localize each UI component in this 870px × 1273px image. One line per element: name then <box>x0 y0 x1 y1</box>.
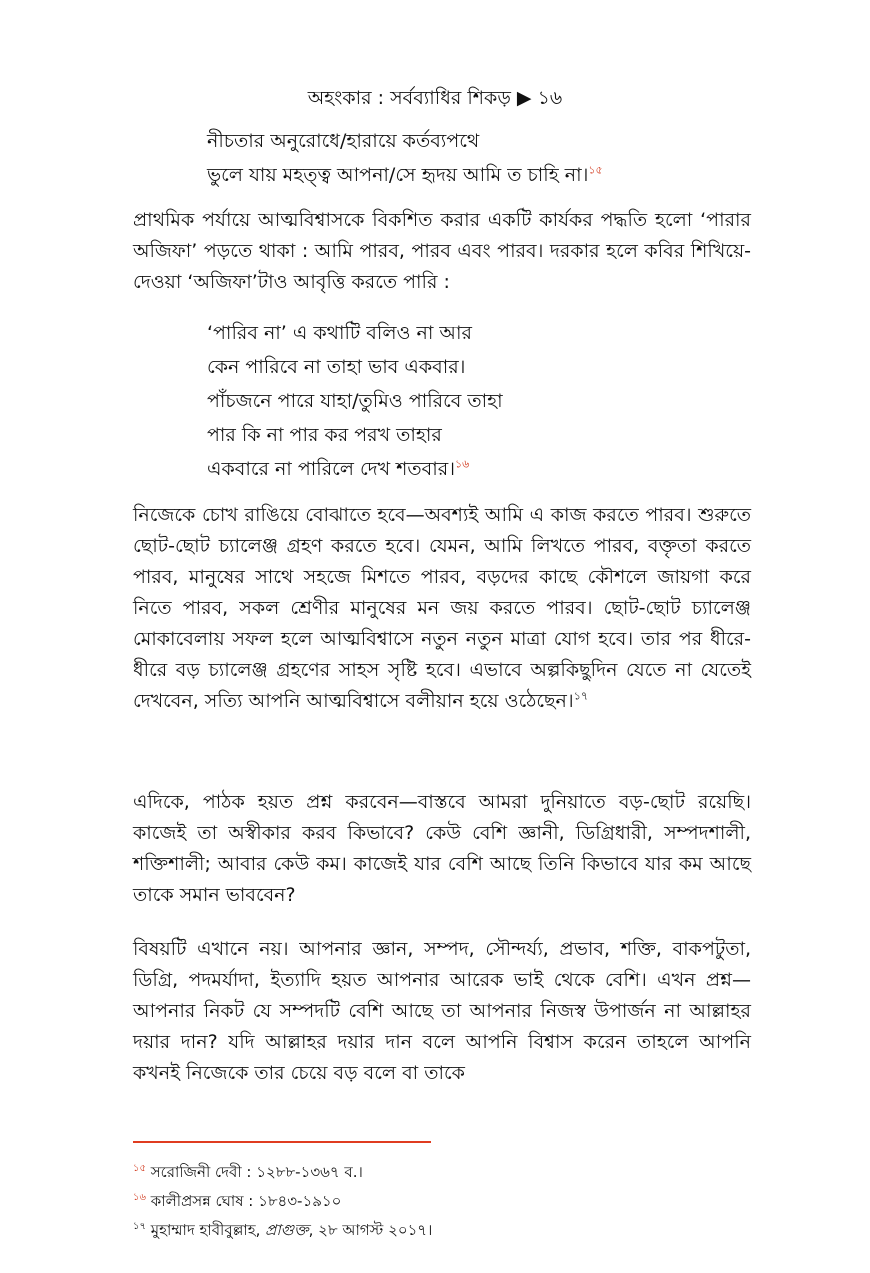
footnote-mark: ১৫ <box>133 1163 146 1174</box>
footnote-ref-15[interactable]: ১৫ <box>588 163 603 177</box>
footnote-mark: ১৭ <box>133 1221 146 1232</box>
footnotes <box>133 1158 432 1245</box>
paragraph-3: এদিকে, পাঠক হয়ত প্রশ্ন করবেন—বাস্তবে আমরা দুনিয়াতে বড়-ছোট রয়েছি। কাজেই তা অস্বীকার করব কিভাবে? কেউ বেশি জ্ঞানী, ডিগ্রিধারী, সম্পদশালী, শক্তিশালী; আবার কেউ কম। কাজেই যার বেশি আছে তিনি কিভাবে যার কম আছে তাকে সমান ভাববেন? <box>133 791 751 906</box>
paragraph-1: প্রাথমিক পর্যায়ে আত্মবিশ্বাসকে বিকশিত করার একটি কার্যকর পদ্ধতি হলো ‘পারার অজিফা’ পড়তে থাকা : আমি পারব, পারব এবং পারব। দরকার হলে কবির শিখিয়ে-দেওয়া ‘অজিফা’টাও আবৃত্তি করতে পারি : <box>133 209 751 293</box>
paragraph-2: নিজেকে চোখ রাঙিয়ে বোঝাতে হবে—অবশ্যই আমি এ কাজ করতে পারব। শুরুতে ছোট-ছোট চ্যালেঞ্জ গ্রহণ করতে হবে। যেমন, আমি লিখতে পারব, বক্তৃতা করতে পারব, মানুষের সাথে সহজে মিশতে পারব, বড়দের কাছে কৌশলে জায়গা করে নিতে পারব, সকল শ্রেণীর মানুষের মন জয় করতে পারব। ছোট-ছোট চ্যালেঞ্জ মোকাবেলায় সফল হলে আত্মবিশ্বাসে নতুন নতুন মাত্রা যোগ হবে। তার পর ধীরে-ধীরে বড় চ্যালেঞ্জ গ্রহণের সাহস সৃষ্টি হবে। এভাবে অল্পকিছুদিন যেতে না যেতেই দেখবেন, সত্যি আপনি আত্মবিশ্বাসে বলীয়ান হয়ে ওঠেছেন।$^{১৭}$ <box>133 504 751 712</box>
poem-line: কেন পারিবে না তাহা ভাব একবার। <box>207 356 466 378</box>
footnote-mark: ১৬ <box>133 1192 146 1203</box>
footnote-divider <box>133 1141 431 1143</box>
poem-line: ‘পারিব না’ এ কথাটি বলিও না আর <box>207 322 472 344</box>
poem-line: একবারে না পারিলে দেখ শতবার।$^{১৬}$ <box>207 457 470 480</box>
poem-line: নীচতার অনুরোধে/হারায়ে কর্তব্যপথে <box>207 130 480 152</box>
poem-excerpt-1 <box>207 124 603 192</box>
running-header-text: অহংকার : সর্বব্যাধির শিকড় ▶ ১৬ <box>307 87 563 109</box>
footnote-17: $^{১৭}$ মুহাম্মাদ হাবীবুল্লাহ, প্রাগুক্ত, ২৮ আগস্ট ২০১৭। <box>133 1221 433 1239</box>
footnote-emphasis: প্রাগুক্ত <box>265 1221 309 1239</box>
poem-line: ভুলে যায় মহত্ত্ব আপনা/সে হৃদয় আমি ত চাহি না।$^{১৫}$ <box>207 163 603 186</box>
poem-line: পার কি না পার কর পরখ তাহার <box>207 424 442 446</box>
paragraph-4: বিষয়টি এখানে নয়। আপনার জ্ঞান, সম্পদ, সৌন্দর্য্য, প্রভাব, শক্তি, বাকপটুতা, ডিগ্রি, পদমর্যাদা, ইত্যাদি হয়ত আপনার আরেক ভাই থেকে বেশি। এখন প্রশ্ন—আপনার নিকট যে সম্পদটি বেশি আছে তা আপনার নিজস্ব উপার্জন না আল্লাহর দয়ার দান? যদি আল্লাহর দয়ার দান বলে আপনি বিশ্বাস করেন তাহলে আপনি কখনই নিজেকে তার চেয়ে বড় বলে বা তাকে <box>133 938 751 1084</box>
footnote-ref-17[interactable]: ১৭ <box>573 689 588 703</box>
poem-excerpt-2 <box>207 316 503 486</box>
footnote-ref-16[interactable]: ১৬ <box>455 457 470 471</box>
poem-line: পাঁচজনে পারে যাহা/তুমিও পারিবে তাহা <box>207 390 503 412</box>
page-header <box>0 84 870 112</box>
footnote-15: $^{১৫}$ সরোজিনী দেবী : ১২৮৮-১৩৬৭ ব.। <box>133 1163 363 1181</box>
footnote-16: $^{১৬}$ কালীপ্রসন্ন ঘোষ : ১৮৪৩-১৯১০ <box>133 1192 342 1210</box>
